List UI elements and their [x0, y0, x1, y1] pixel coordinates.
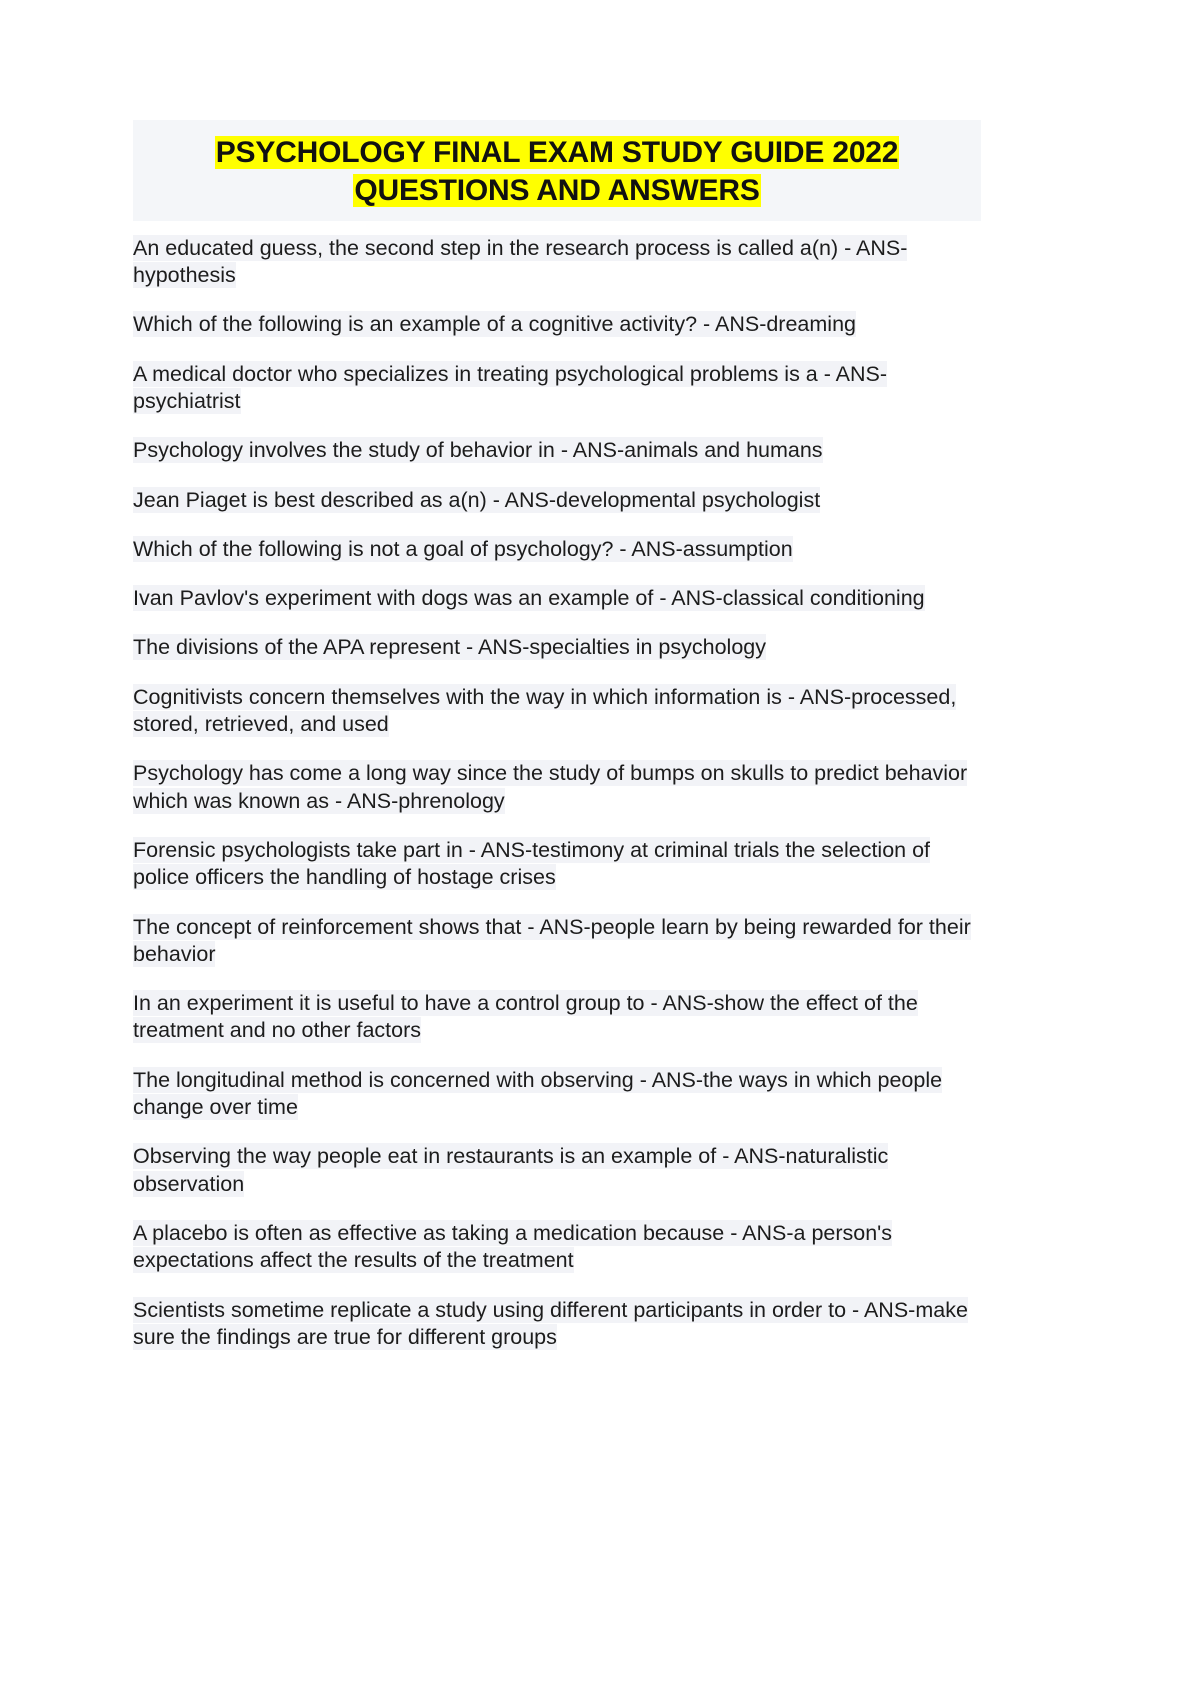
qa-item-text: The longitudinal method is concerned with observing - ANS-the ways in which people change over time: [133, 1067, 943, 1120]
qa-item-text: Cognitivists concern themselves with the way in which information is - ANS-processed, stored, retrieved, and used: [133, 684, 957, 737]
qa-item: [133, 634, 981, 661]
qa-item: [133, 760, 981, 815]
qa-item: [133, 487, 981, 514]
qa-item: [133, 1297, 981, 1352]
qa-item: [133, 914, 981, 969]
qa-item: [133, 437, 981, 464]
document-title-block: [133, 120, 981, 221]
page-title-line-1: [133, 134, 981, 172]
qa-item-text: Scientists sometime replicate a study using different participants in order to - ANS-make sure the findings are true for different groups: [133, 1297, 968, 1349]
qa-item-text: Psychology involves the study of behavior in - ANS-animals and humans: [133, 438, 823, 463]
qa-item: [133, 585, 981, 612]
qa-item-text: Which of the following is not a goal of psychology? - ANS-assumption: [133, 536, 793, 561]
qa-item: [133, 536, 981, 563]
page-title-text-2: QUESTIONS AND ANSWERS: [354, 174, 760, 208]
page-title-text-1: PSYCHOLOGY FINAL EXAM STUDY GUIDE 2022: [215, 136, 899, 169]
qa-item-text: Psychology has come a long way since the study of bumps on skulls to predict behavior which was known as - ANS-phrenology: [133, 761, 968, 813]
qa-item-text: In an experiment it is useful to have a control group to - ANS-show the effect of the treatment and no other factors: [133, 991, 918, 1043]
qa-item-text: Jean Piaget is best described as a(n) - ANS-developmental psychologist: [133, 487, 821, 512]
qa-list: [133, 235, 981, 1351]
page-title-line-2: [133, 172, 981, 210]
qa-item: [133, 235, 981, 290]
qa-item-text: The divisions of the APA represent - ANS-specialties in psychology: [133, 635, 766, 660]
qa-item: [133, 1143, 981, 1198]
qa-item-text: Which of the following is an example of a cognitive activity? - ANS-dreaming: [133, 312, 856, 337]
qa-item-text: A medical doctor who specializes in treating psychological problems is a - ANS-psychiatrist: [133, 361, 888, 413]
qa-item: [133, 1067, 981, 1122]
qa-item-text: An educated guess, the second step in the research process is called a(n) - ANS-hypothesis: [133, 235, 908, 288]
document-body: [133, 120, 981, 1373]
qa-item-text: A placebo is often as effective as taking a medication because - ANS-a person's expectations affect the results of the treatment: [133, 1220, 893, 1273]
qa-item: [133, 837, 981, 892]
qa-item-text: Ivan Pavlov's experiment with dogs was an example of - ANS-classical conditioning: [133, 586, 925, 611]
qa-item-text: Forensic psychologists take part in - ANS-testimony at criminal trials the selection of police officers the handling of hostage crises: [133, 837, 931, 890]
qa-item: [133, 1220, 981, 1275]
qa-item: [133, 990, 981, 1045]
qa-item: [133, 361, 981, 416]
qa-item: [133, 311, 981, 338]
qa-item-text: The concept of reinforcement shows that - ANS-people learn by being rewarded for their behavior: [133, 914, 971, 966]
qa-item: [133, 684, 981, 739]
qa-item-text: Observing the way people eat in restaurants is an example of - ANS-naturalistic observation: [133, 1144, 889, 1196]
